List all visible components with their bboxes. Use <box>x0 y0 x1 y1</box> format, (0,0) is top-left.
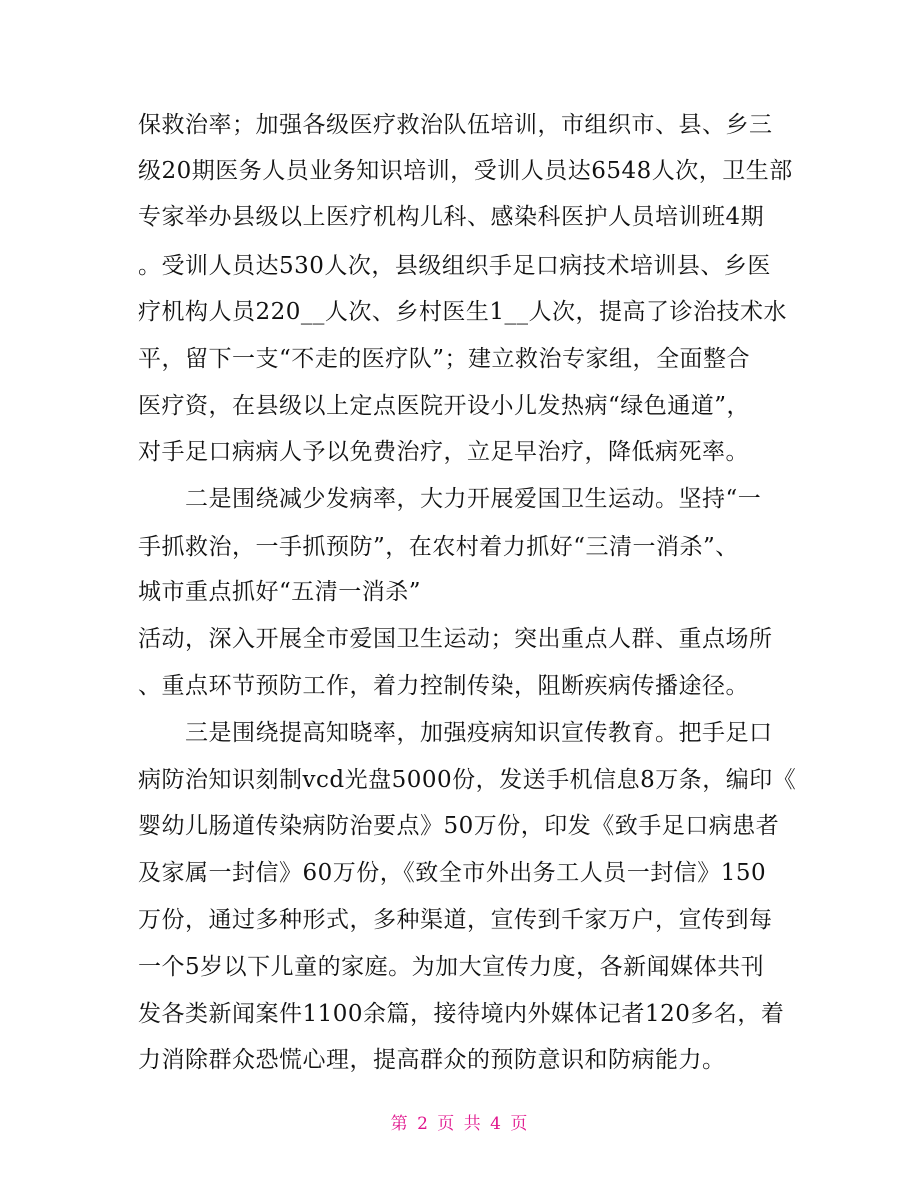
text-line: 级20期医务人员业务知识培训，受训人员达6548人次，卫生部 <box>138 158 793 184</box>
text-line: 发各类新闻案件1100余篇，接待境内外媒体记者120多名，着 <box>138 1001 785 1027</box>
text-line: 婴幼儿肠道传染病防治要点》50万份，印发《致手足口病患者 <box>138 813 780 839</box>
paragraph-start-line: 二是围绕减少发病率，大力开展爱国卫生运动。坚持“一 <box>138 486 762 512</box>
page-number: 第 2 页 共 4 页 <box>390 1114 530 1134</box>
text-line: 对手足口病病人予以免费治疗，立足早治疗，降低病死率。 <box>138 439 749 465</box>
paragraph-start-line: 三是围绕提高知晓率，加强疫病知识宣传教育。把手足口 <box>138 720 773 746</box>
text-line: 疗机构人员220__人次、乡村医生1__人次，提高了诊治技术水 <box>138 299 788 325</box>
text-line: 万份，通过多种形式，多种渠道，宣传到千家万户，宣传到每 <box>138 907 773 933</box>
text-line: 病防治知识刻制vcd光盘5000份，发送手机信息8万条，编印《 <box>138 767 797 793</box>
text-line: 、重点环节预防工作，着力控制传染，阻断疾病传播途径。 <box>138 673 749 699</box>
text-line: 活动，深入开展全市爱国卫生运动；突出重点人群、重点场所 <box>138 626 773 652</box>
text-line: 保救治率；加强各级医疗救治队伍培训，市组织市、县、乡三 <box>138 112 773 138</box>
text-line: 城市重点抓好“五清一消杀” <box>138 579 422 605</box>
text-line: 。受训人员达530人次，县级组织手足口病技术培训县、乡医 <box>138 253 771 279</box>
text-line: 及家属一封信》60万份，《致全市外出务工人员一封信》150 <box>138 860 767 886</box>
text-line: 专家举办县级以上医疗机构儿科、感染科医护人员培训班4期 <box>138 204 765 230</box>
text-line: 一个5岁以下儿童的家庭。为加大宣传力度，各新闻媒体共刊 <box>138 954 765 980</box>
text-line: 医疗资，在县级以上定点医院开设小儿发热病“绿色通道”， <box>138 393 751 419</box>
text-line: 平，留下一支“不走的医疗队”；建立救治专家组，全面整合 <box>138 346 751 372</box>
text-line: 手抓救治，一手抓预防”，在农村着力抓好“三清一消杀”、 <box>138 534 739 560</box>
text-line: 力消除群众恐慌心理，提高群众的预防意识和防病能力。 <box>138 1047 726 1073</box>
